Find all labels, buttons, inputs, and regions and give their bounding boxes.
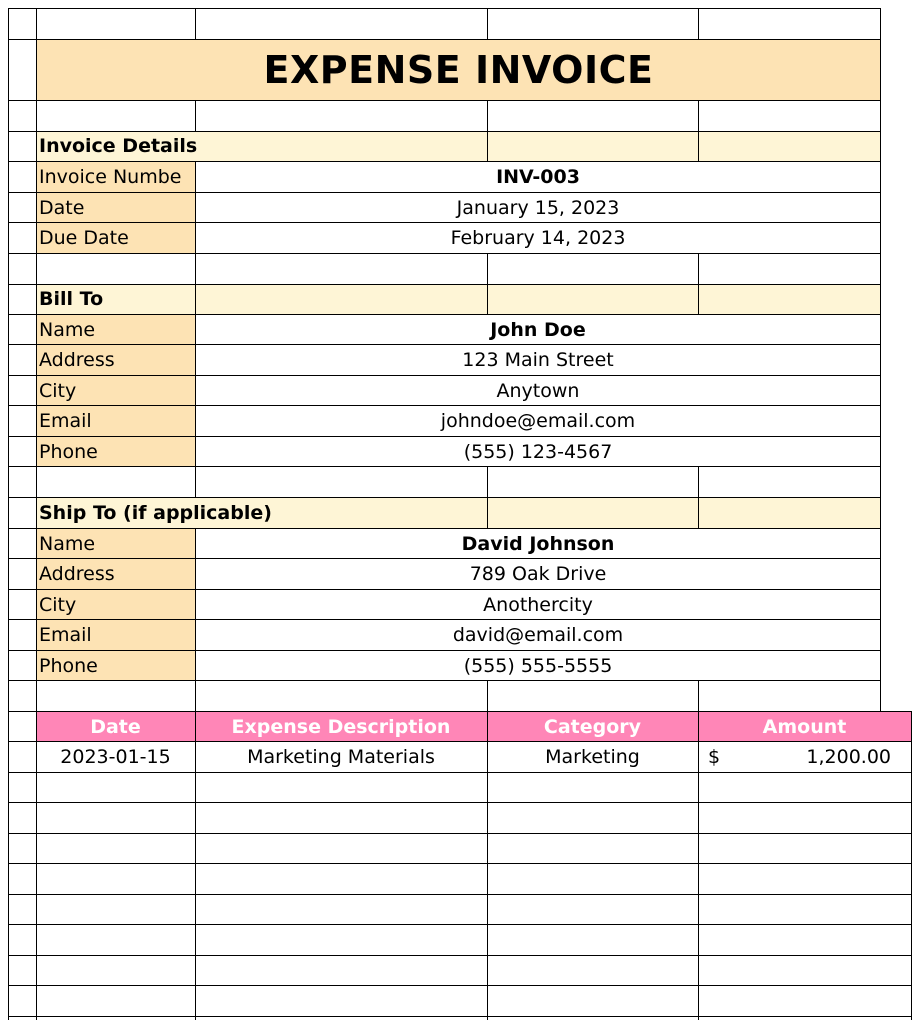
ship-name-value[interactable]: David Johnson — [461, 533, 615, 555]
invoice-details-heading[interactable]: Invoice Details — [36, 131, 487, 161]
ship-city-label[interactable]: City — [36, 589, 195, 620]
bill-name-value[interactable]: John Doe — [490, 319, 586, 341]
ship-email-value[interactable]: david@email.com — [452, 624, 624, 646]
bill-phone-label[interactable]: Phone — [36, 436, 195, 467]
ship-city-value[interactable]: Anothercity — [483, 593, 593, 616]
header-date[interactable]: Date — [36, 712, 195, 742]
invoice-title[interactable]: EXPENSE INVOICE — [36, 39, 881, 100]
due-date-value[interactable]: February 14, 2023 — [450, 227, 626, 249]
header-amount[interactable]: Amount — [698, 712, 911, 742]
bill-address-value[interactable]: 123 Main Street — [462, 349, 614, 371]
invoice-number-value[interactable]: INV-003 — [496, 166, 580, 188]
bill-name-label[interactable]: Name — [36, 315, 195, 345]
ship-phone-value[interactable]: (555) 555-5555 — [463, 654, 613, 677]
bill-to-heading[interactable]: Bill To — [36, 284, 195, 314]
ship-name-label[interactable]: Name — [36, 529, 195, 559]
ship-phone-label[interactable]: Phone — [36, 650, 195, 681]
expense-date-cell[interactable]: 2023-01-15 — [60, 746, 171, 768]
bill-city-value[interactable]: Anytown — [496, 379, 580, 402]
invoice-date-label[interactable]: Date — [36, 192, 195, 223]
ship-to-heading[interactable]: Ship To (if applicable) — [36, 498, 487, 528]
currency-symbol: $ — [708, 746, 721, 768]
ship-address-label[interactable]: Address — [36, 559, 195, 589]
expense-description-cell[interactable]: Marketing Materials — [247, 746, 435, 768]
amount-value: 1,200.00 — [806, 746, 891, 768]
invoice-number-label[interactable]: Invoice Numbe — [36, 162, 195, 192]
bill-city-label[interactable]: City — [36, 375, 195, 406]
bill-email-value[interactable]: johndoe@email.com — [440, 410, 636, 432]
ship-email-label[interactable]: Email — [36, 620, 195, 650]
due-date-label[interactable]: Due Date — [36, 223, 195, 253]
bill-phone-value[interactable]: (555) 123-4567 — [463, 440, 613, 463]
header-expense-description[interactable]: Expense Description — [195, 712, 487, 742]
invoice-date-value[interactable]: January 15, 2023 — [456, 196, 620, 219]
header-category[interactable]: Category — [487, 712, 698, 742]
ship-address-value[interactable]: 789 Oak Drive — [469, 563, 607, 585]
expense-category-cell[interactable]: Marketing — [545, 746, 640, 768]
bill-address-label[interactable]: Address — [36, 345, 195, 375]
bill-email-label[interactable]: Email — [36, 406, 195, 436]
